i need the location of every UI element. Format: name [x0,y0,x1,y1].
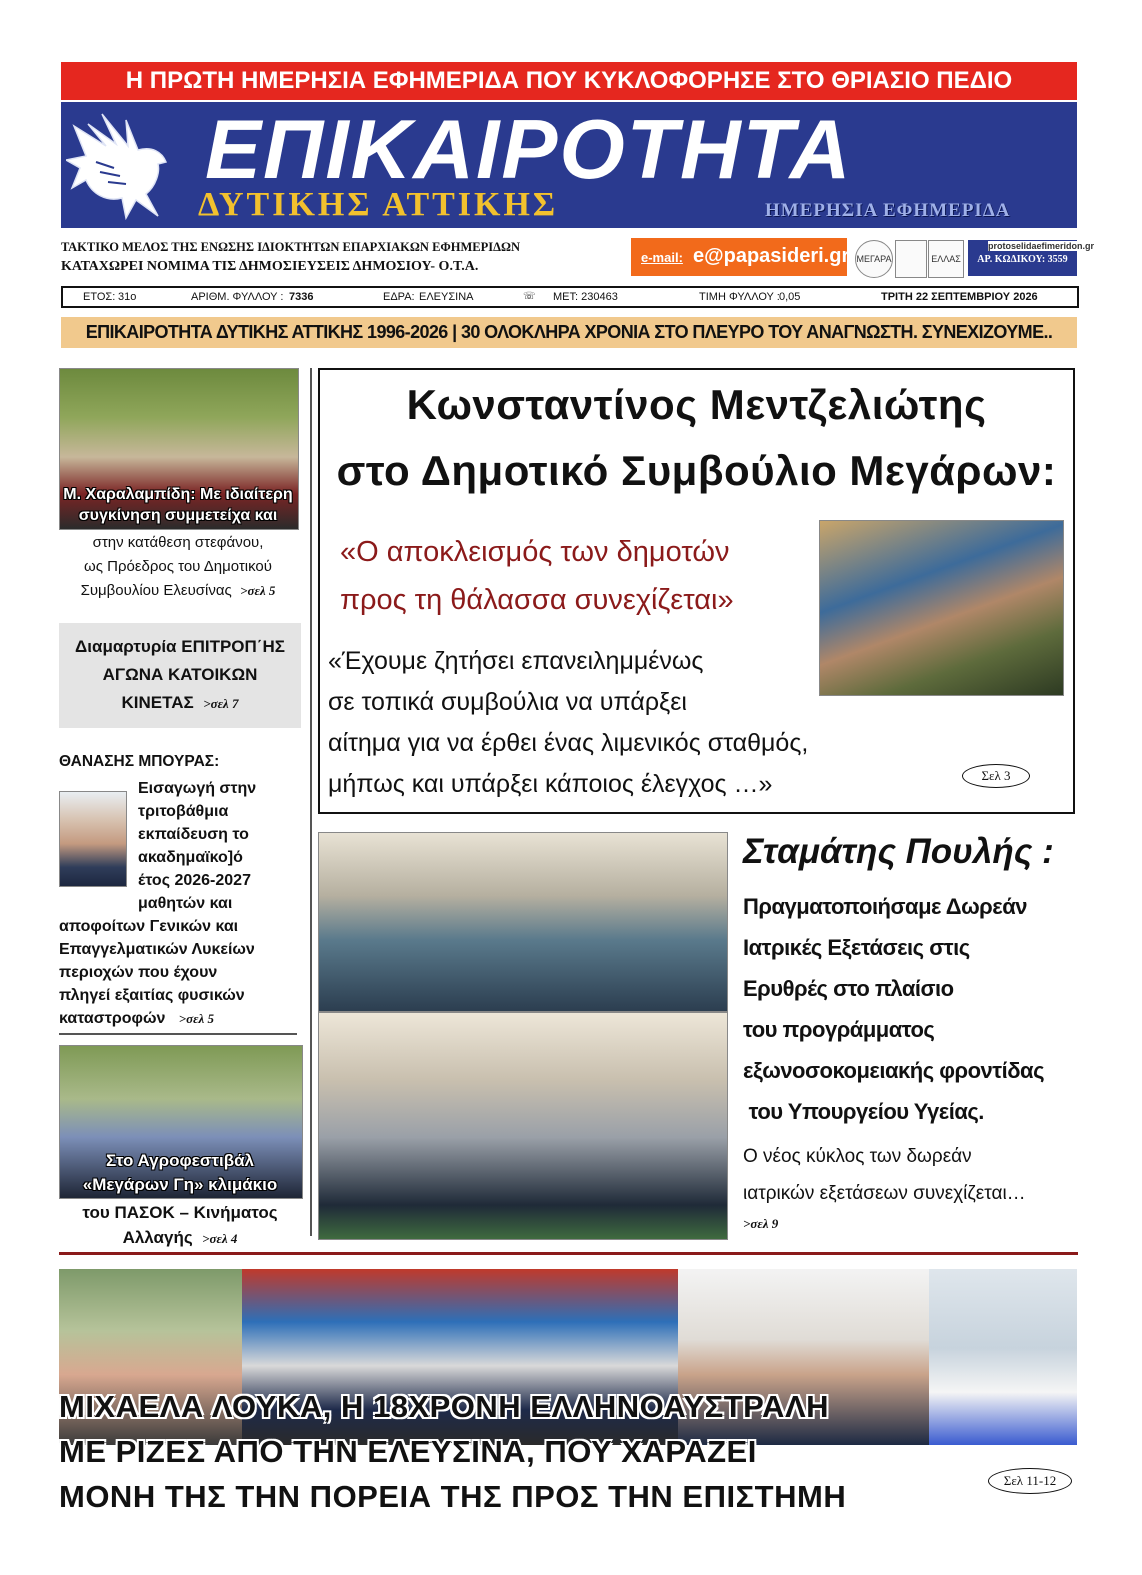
email-box[interactable] [631,238,850,276]
body-line: «Έχουμε ζητήσει επανειλημμένως [328,647,704,675]
page-ref[interactable]: Σελ 3 [962,764,1030,788]
lead-line: ιατρικών εξετάσεων συνεχίζεται… [743,1183,1026,1204]
headline-line: ΜΙΧΑΕΛΑ ΛΟΥΚΑ, Η 18ΧΡΟΝΗ ΕΛΛΗΝΟΑΥΣΤΡΑΛΗ [59,1389,830,1424]
body-line: του προγράμματος [743,1017,935,1042]
issue-value: 7336 [289,291,314,303]
text-line: καταστροφών [59,1010,166,1027]
story-overlay-caption [62,1149,298,1197]
caption-line: ΑΓΩΝΑ ΚΑΤΟΙΚΩΝ [102,665,258,684]
caption-line: ΚΙΝΕΤΑΣ [121,693,194,712]
second-body-bold [743,886,1044,1132]
year-value: 31ο [118,291,137,303]
caption-line: Διαμαρτυρία ΕΠΙΤΡΟΠ΄ΗΣ [75,637,285,656]
email-label: e-mail: [641,250,683,265]
text-line: Εισαγωγή στην [138,780,257,797]
fax-icon: ☏ [523,291,536,302]
headline-line: ΜΟΝΗ ΤΗΣ ΤΗΝ ΠΟΡΕΙΑ ΤΗΣ ΠΡΟΣ ΤΗΝ ΕΠΙΣΤΗΜΗ [59,1479,847,1514]
section-divider [59,1252,1078,1255]
lead-line: Ο νέος κύκλος των δωρεάν [743,1146,972,1167]
body-line: Ερυθρές στο πλαίσιο [743,976,954,1001]
headline-line: στο Δημοτικό Συμβούλιο Μεγάρων: [336,447,1057,494]
masthead-subtitle: ΔΥΤΙΚΗΣ ΑΤΤΙΚΗΣ [198,186,559,223]
second-lead [743,1138,1026,1212]
email-address[interactable]: e@papasideri.gr [693,245,850,267]
body-line: του Υπουργείου Υγείας. [743,1099,984,1124]
page-ref[interactable]: >σελ 5 [240,583,276,598]
mentzeliotis-photo [819,520,1064,696]
page-ref[interactable]: >σελ 4 [202,1231,238,1246]
publications-line: ΚΑΤΑΧΩΡΕΙ ΝΟΜΙΜΑ ΤΙΣ ΔΗΜΟΣΙΕΥΣΕΙΣ ΔΗΜΟΣΙΟΥ- Ο.Τ.Α. [61,259,479,274]
newspaper-code: ΑΡ. ΚΩΔΙΚΟΥ: 3559 [977,254,1068,265]
divider [59,1033,297,1035]
page-ref[interactable]: >σελ 5 [178,1011,214,1026]
site-watermark: protoselidaefimeridon.gr [988,241,1095,251]
main-body-text [328,641,808,805]
story-overlay-caption [62,484,294,526]
quote-line: «Ο αποκλεισμός των δημοτών [340,536,730,568]
body-line: μήπως και υπάρξει κάποιος έλεγχος …» [328,770,773,798]
group-photo [318,1012,728,1240]
page-ref[interactable]: >σελ 7 [203,696,239,711]
quote-line: προς τη θάλασσα συνεχίζεται» [340,584,734,616]
text-line: πληγεί εξαιτίας φυσικών [59,987,245,1004]
text-line: έτος 2026-2027 [138,872,251,889]
caption-line: συγκίνηση συμμετείχα και [78,507,278,524]
year-label: ΕΤΟΣ: [83,291,116,303]
hellas-stamp-icon: ΕΛΛΑΣ [928,240,964,278]
masthead-title: ΕΠΙΚΑΙΡΟΤΗΤΑ [205,102,853,196]
caption-line: του ΠΑΣΟΚ – Κινήματος [82,1203,278,1222]
price-label: ΤΙΜΗ ΦΥΛΛΟΥ : [699,291,780,303]
bottom-headline [59,1384,846,1519]
second-headline: Σταμάτης Πουλής : [743,832,1054,871]
text-line: αποφοίτων Γενικών και [59,918,239,935]
issue-strip [61,286,1079,308]
handshake-photo [318,832,728,1012]
anniversary-banner: ΕΠΙΚΑΙΡΟΤΗΤΑ ΔΥΤΙΚΗΣ ΑΤΤΙΚΗΣ 1996-2026 | 30 ΟΛΟΚΛΗΡΑ ΧΡΟΝΙΑ ΣΤΟ ΠΛΕΥΡΟ ΤΟΥ ΑΝΑΓΝΩΣΤΗ. ΣΥΝΕΧΙΖΟΥΜΕ.. [61,317,1077,348]
issue-date: ΤΡΙΤΗ 22 ΣΕΠΤΕΜΒΡΙΟΥ 2026 [881,291,1038,303]
text-line: Επαγγελματικών Λυκείων [59,941,255,958]
caption-line: Στο Αγροφεστιβάλ [106,1151,254,1170]
page-ref[interactable]: Σελ 11-12 [988,1468,1072,1494]
code-box [968,240,1095,276]
page-ref[interactable]: >σελ 9 [743,1216,779,1231]
met-number: ΜΕΤ: 230463 [553,291,618,303]
bouras-text-narrow [138,777,256,915]
body-line: Πραγματοποιήσαμε Δωρεάν [743,894,1027,919]
text-line: τριτοβάθμια [138,803,229,820]
charalampidi-caption [59,531,297,603]
protest-caption [59,633,301,718]
caption-line: Μ. Χαραλαμπίδη: Με ιδιαίτερη [63,486,293,503]
column-divider [310,368,312,1236]
text-line: περιοχών που έχουν [59,964,218,981]
pasok-caption [59,1200,301,1251]
body-line: αίτημα για να έρθει ένας λιμενικός σταθμός, [328,729,809,757]
text-line: εκπαίδευση το [138,826,249,843]
bouras-portrait-photo [59,791,127,887]
caption-line: ως Πρόεδρος του Δημοτικού [84,558,272,575]
seat-value: ΕΛΕΥΣΙΝΑ [419,291,474,303]
main-quote [340,528,734,624]
postmark-icon [895,240,927,278]
body-line: εξωνοσοκομειακής φροντίδας [743,1058,1045,1083]
bouras-text-wide [59,915,255,1030]
caption-line: Συμβουλίου Ελευσίνας [80,582,232,599]
body-line: Ιατρικές Εξετάσεις στις [743,935,970,960]
lab-photo [929,1269,1077,1445]
membership-line: ΤΑΚΤΙΚΟ ΜΕΛΟΣ ΤΗΣ ΕΝΩΣΗΣ ΙΔΙΟΚΤΗΤΩΝ ΕΠΑΡΧΙΑΚΩΝ ΕΦΗΜΕΡΙΔΩΝ [61,240,521,254]
eagle-logo-icon [66,106,178,224]
masthead-tagline: Η ΠΡΩΤΗ ΗΜΕΡΗΣΙΑ ΕΦΗΜΕΡΙΔΑ ΠΟΥ ΚΥΚΛΟΦΟΡΗΣΕ ΣΤΟ ΘΡΙΑΣΙΟ ΠΕΔΙΟ [61,62,1077,100]
seat-label: ΕΔΡΑ: [383,291,415,303]
caption-line: «Μεγάρων Γη» κλιμάκιο [82,1175,278,1194]
headline-line: Κωνσταντίνος Μεντζελιώτης [406,381,987,428]
masthead-daily-label: ΗΜΕΡΗΣΙΑ ΕΦΗΜΕΡΙΔΑ [765,200,1011,221]
megara-stamp-icon: ΜΕΓΑΡΑ [855,240,893,278]
price-value: 0,05 [779,291,801,303]
headline-line: ΜΕ ΡΙΖΕΣ ΑΠΟ ΤΗΝ ΕΛΕΥΣΙΝΑ, ΠΟΥ ΧΑΡΑΖΕΙ [59,1434,757,1469]
text-line: ακαδημαϊκο]ό [138,849,243,866]
caption-line: στην κατάθεση στεφάνου, [92,534,264,551]
bouras-name: ΘΑΝΑΣΗΣ ΜΠΟΥΡΑΣ: [59,753,220,770]
issue-label: ΑΡΙΘΜ. ΦΥΛΛΟΥ : [191,291,284,303]
main-headline [320,372,1073,504]
body-line: σε τοπικά συμβούλια να υπάρξει [328,688,687,716]
text-line: μαθητών και [138,895,233,912]
caption-line: Αλλαγής [122,1228,193,1247]
